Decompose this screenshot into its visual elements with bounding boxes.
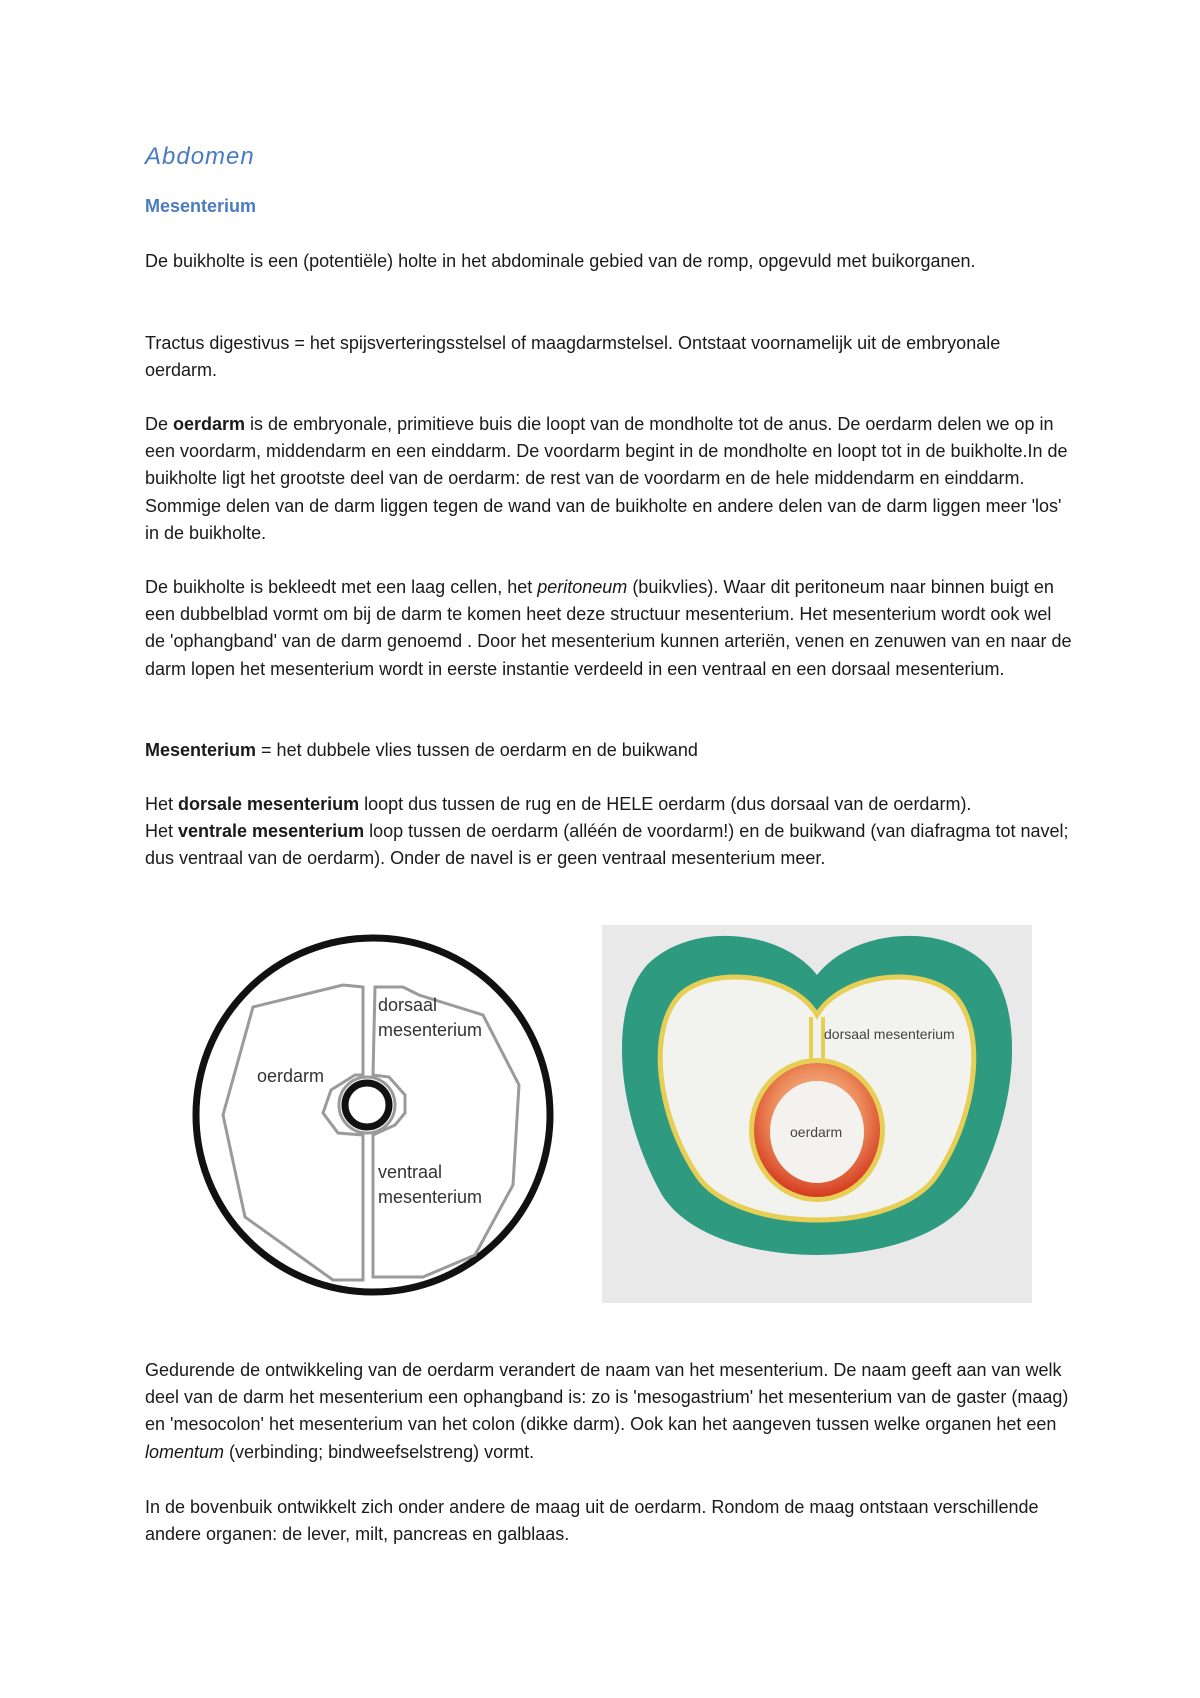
italic-term-lomentum: lomentum [145, 1441, 225, 1462]
text-run: De [145, 414, 174, 434]
paragraph-tractus: Tractus digestivus = het spijsverteringsstelsel of maagdarmstelsel. Ontstaat voornamelijk uit de embryonale oerdarm. [145, 333, 1001, 381]
paragraph-bovenbuik: In de bovenbuik ontwikkelt zich onder andere de maag uit de oerdarm. Rondom de maag ontstaan verschillende andere organen: de lever, milt, pancreas en galblaas. [145, 1497, 1039, 1545]
text-run: loop tussen de oerdarm (alléén de voordarm!) en de buikwand (van diafragma tot navel; dus ventraal van de oerdarm). Onder de navel is er geen ventraal mesenterium meer. [145, 821, 1069, 869]
paragraph-buikholte: De buikholte is een (potentiële) holte in het abdominale gebied van de romp, opgevuld met buikorganen. [145, 251, 976, 271]
paragraph-dorsale-ventrale [145, 791, 1075, 873]
label-ventraal-mesenterium: mesenterium [378, 1187, 483, 1207]
bold-term-ventrale: ventrale mesenterium [178, 821, 365, 842]
section-heading: Mesenterium [145, 196, 257, 216]
text-run: De buikholte is bekleedt met een laag cellen, het [145, 577, 538, 597]
bold-term-mesenterium: Mesenterium [145, 740, 257, 760]
label-dorsaal-mesenterium: mesenterium [378, 1020, 483, 1040]
italic-term-peritoneum: peritoneum [537, 577, 628, 597]
label-dorsaal: dorsaal [378, 995, 438, 1015]
text-run: Gedurende de ontwikkeling van de oerdarm verandert de naam van het mesenterium. De naam geeft aan van welk deel van de darm het mesenterium een ophangband is: zo is 'mesogastrium' het mesenterium van de gaster (maag) en 'mesocolon' het mesenterium van het colon (dikke darm). Ook kan het aangeven tussen welke organen het een [145, 1360, 1069, 1435]
text-run: Het [145, 794, 179, 814]
bold-term-oerdarm: oerdarm [173, 414, 246, 434]
bold-term-dorsale: dorsale mesenterium [178, 794, 360, 814]
paragraph-peritoneum [145, 574, 1075, 683]
label-ventraal: ventraal [378, 1162, 443, 1182]
document-title: Abdomen [145, 143, 255, 170]
coloured-diagram [602, 925, 1032, 1303]
text-run: loopt dus tussen de rug en de HELE oerdarm (dus dorsaal van de oerdarm). [359, 794, 972, 814]
paragraph-definition [145, 737, 1075, 764]
figure-coloured-mesenterium [602, 925, 1032, 1303]
label-oerdarm: oerdarm [257, 1066, 325, 1086]
paragraph-ontwikkeling [145, 1357, 1075, 1466]
text-run: = het dubbele vlies tussen de oerdarm en de buikwand [256, 740, 698, 760]
text-run: Het [145, 821, 179, 842]
text-run: (verbinding; bindweefselstreng) vormt. [224, 1441, 535, 1462]
label-oerdarm: oerdarm [790, 1124, 843, 1140]
figure-schematic-mesenterium [183, 925, 563, 1305]
paragraph-oerdarm [145, 411, 1075, 547]
schematic-diagram [183, 925, 563, 1305]
gut-tube [345, 1083, 389, 1127]
label-dorsaal-mesenterium: dorsaal mesenterium [824, 1026, 955, 1042]
text-run: (buikvlies). Waar dit peritoneum naar binnen buigt en een dubbelblad vormt om bij de darm te komen heet deze structuur mesenterium. Het mesenterium wordt ook wel de 'ophangband' van de darm genoemd . Door het mesenterium kunnen arteriën, venen en zenuwen van en naar de darm lopen het mesenterium wordt in eerste instantie verdeeld in een ventraal en een dorsaal mesenterium. [145, 577, 1072, 679]
text-run: is de embryonale, primitieve buis die loopt van de mondholte tot de anus. De oerdarm delen we op in een voordarm, middendarm en een einddarm. De voordarm begint in de mondholte en loopt tot in de buikholte.In de buikholte ligt het grootste deel van de oerdarm: de rest van de voordarm en de hele middendarm en einddarm. Sommige delen van de darm liggen tegen de wand van de buikholte en andere delen van de darm liggen meer 'los' in de buikholte. [145, 414, 1068, 543]
